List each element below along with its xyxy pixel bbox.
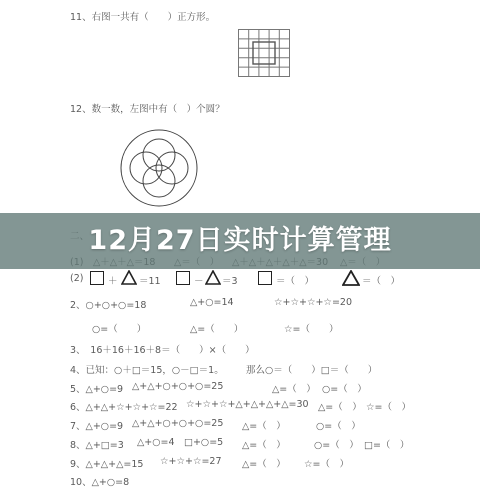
- problem-7-answer-b: ○=（ ）: [316, 421, 361, 432]
- row2-answer-square: ＝（ ）: [276, 276, 315, 287]
- square-shape: [90, 271, 104, 285]
- row2-minus: －: [194, 276, 204, 287]
- problem-6-eq-b: ☆+☆+☆+△+△+△+△=30: [186, 399, 309, 410]
- row2-eq-11: ＝11: [139, 276, 161, 287]
- problem-4-given: 4、已知：○＋□＝15，○－□＝1。: [70, 365, 224, 376]
- row2-plus: ＋: [108, 276, 118, 287]
- problem-2-answer-star: ☆=（ ）: [284, 324, 339, 335]
- problem-9-eq-b: ☆+☆+☆=27: [160, 456, 222, 467]
- problem-5-eq-b: △+△+○+○+○=25: [132, 381, 224, 392]
- problem-9-answer-a: △=（ ）: [242, 459, 286, 470]
- problem-3: 3、 16＋16＋16＋8＝（ ）×（ ）: [70, 345, 255, 356]
- problem-7-answer-a: △=（ ）: [242, 421, 286, 432]
- problem-8-answer-b: ○=（ ）: [314, 440, 359, 451]
- problem-9-answer-b: ☆=（ ）: [304, 459, 349, 470]
- problem-5-answer-a: △=（ ）: [272, 384, 316, 395]
- problem-2-eq-c: ☆+☆+☆+☆=20: [274, 297, 352, 308]
- triangle-shape: [205, 270, 221, 285]
- square-grid-figure: [238, 29, 290, 77]
- problem-2-eq-a: 2、○+○+○=18: [70, 300, 147, 311]
- problem-5-eq-a: 5、△+○=9: [70, 384, 124, 395]
- triangle-shape: [121, 270, 137, 285]
- problem-10-eq-a: 10、△+○=8: [70, 477, 130, 488]
- problem-5-answer-b: ○=（ ）: [322, 384, 367, 395]
- problem-8-eq-b: △+○=4: [137, 437, 175, 448]
- problem-2-answer-triangle: △=（ ）: [190, 324, 244, 335]
- problem-8-eq-a: 8、△+□=3: [70, 440, 124, 451]
- problem-6-answer-b: ☆=（ ）: [366, 402, 411, 413]
- triangle-shape: [342, 270, 360, 286]
- title-banner: [0, 213, 480, 269]
- row2-eq-3: ＝3: [222, 276, 238, 287]
- question-12: 12、数一数，左图中有（ ）个圆？: [70, 104, 225, 115]
- problem-8-answer-a: △=（ ）: [242, 440, 286, 451]
- banner-title: 12月27日实时计算管理: [88, 225, 392, 256]
- problem-2-answer-circle: ○=（ ）: [92, 324, 147, 335]
- problem-6-eq-a: 6、△+△+☆+☆+☆=22: [70, 402, 178, 413]
- square-shape: [176, 271, 190, 285]
- problem-8-answer-c: □=（ ）: [364, 440, 410, 451]
- row2-label: (2): [70, 273, 84, 284]
- problem-2-eq-b: △+○=14: [190, 297, 234, 308]
- square-shape: [258, 271, 272, 285]
- overlapping-circles-figure: [118, 128, 200, 208]
- problem-8-eq-c: □+○=5: [184, 437, 224, 448]
- problem-7-eq-a: 7、△+○=9: [70, 421, 124, 432]
- row2-answer-triangle: ＝（ ）: [362, 276, 401, 287]
- problem-6-answer-a: △=（ ）: [318, 402, 362, 413]
- problem-7-eq-b: △+△+○+○+○=25: [132, 418, 224, 429]
- problem-9-eq-a: 9、△+△+△=15: [70, 459, 144, 470]
- problem-4-ask: 那么○＝（ ）□＝（ ）: [246, 365, 378, 376]
- question-11: 11、右图一共有（ ）正方形。: [70, 12, 216, 23]
